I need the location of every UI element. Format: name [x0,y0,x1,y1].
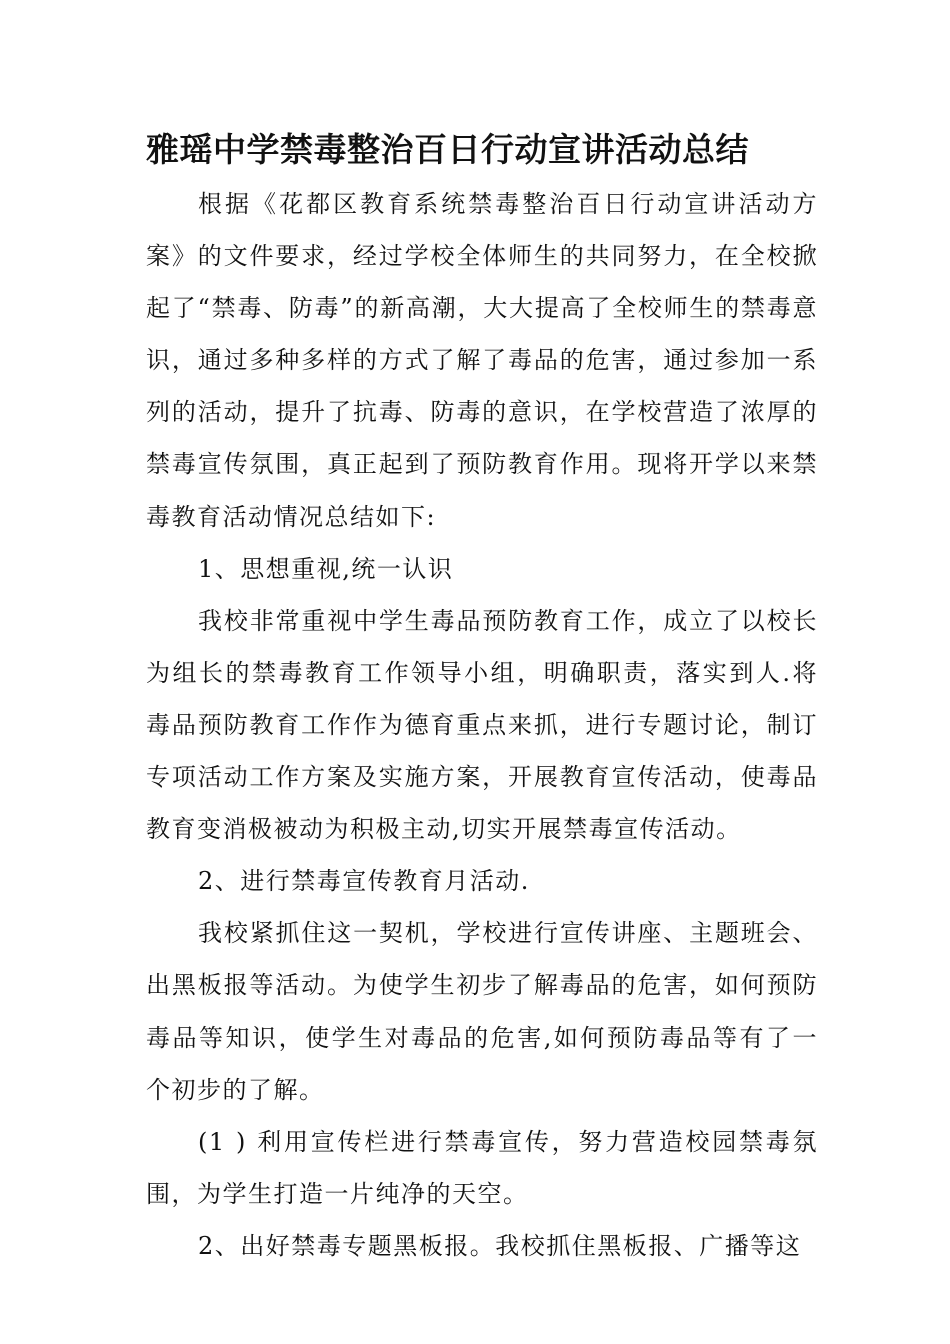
document-title: 雅瑶中学禁毒整治百日行动宣讲活动总结 [146,130,749,169]
heading-section-1: 1、思想重视,统一认识 [198,554,454,583]
paragraph-intro: 根据《花都区教育系统禁毒整治百日行动宣讲活动方案》的文件要求，经过学校全体师生的共同努力，在全校掀起了“禁毒、防毒”的新高潮，大大提高了全校师生的禁毒意识，通过多种多样的方式了解了毒品的危害，通过参加一系列的活动，提升了抗毒、防毒的意识，在学校营造了浓厚的禁毒宣传氛围，真正起到了预防教育作用。现将开学以来禁毒教育活动情况总结如下: [146,190,818,531]
paragraph-subitem-1: (1 ) 利用宣传栏进行禁毒宣传，努力营造校园禁毒氛围，为学生打造一片纯净的天空。 [146,1127,818,1208]
paragraph-section-1: 我校非常重视中学生毒品预防教育工作，成立了以校长为组长的禁毒教育工作领导小组，明确职责，落实到人.将毒品预防教育工作作为德育重点来抓，进行专题讨论，制订专项活动工作方案及实施方案，开展教育宣传活动，使毒品教育变消极被动为积极主动,切实开展禁毒宣传活动。 [146,606,818,844]
heading-section-2: 2、进行禁毒宣传教育月活动. [198,867,530,896]
paragraph-blackboard: 2、出好禁毒专题黑板报。我校抓住黑板报、广播等这 [198,1231,802,1260]
paragraph-section-2: 我校紧抓住这一契机，学校进行宣传讲座、主题班会、出黑板报等活动。为使学生初步了解毒品的危害，如何预防毒品等知识，使学生对毒品的危害,如何预防毒品等有了一个初步的了解。 [146,919,818,1104]
document-body [146,178,818,1272]
